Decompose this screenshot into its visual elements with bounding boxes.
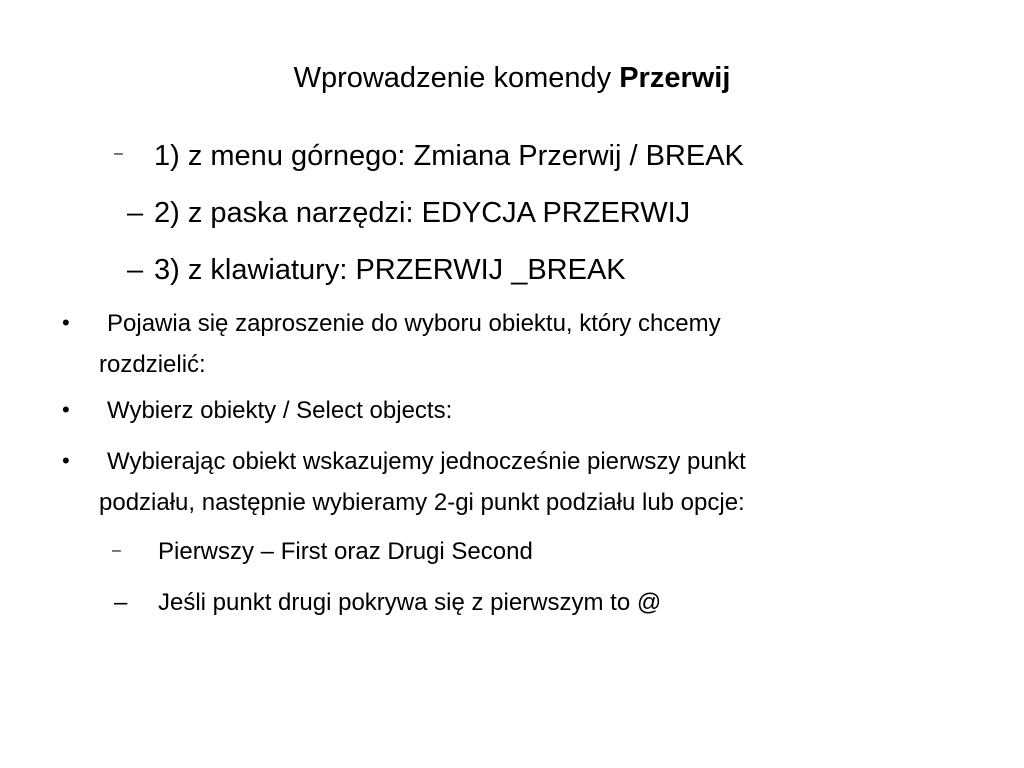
dash-marker: – xyxy=(114,589,128,616)
bullet-marker: • xyxy=(62,448,70,473)
list-item-text: 2) z paska narzędzi: EDYCJA PRZERWIJ xyxy=(154,197,691,229)
bullet-text-line2: podziału, następnie wybieramy 2-gi punkt podziału lub opcje: xyxy=(99,489,745,516)
dash-marker: – xyxy=(114,145,123,162)
bullet-marker: • xyxy=(62,397,70,422)
title-prefix: Wprowadzenie komendy xyxy=(293,62,620,94)
bullet-text-line1: Wybierając obiekt wskazujemy jednocześnie pierwszy punkt xyxy=(107,448,746,475)
bullet-text-line1: Wybierz obiekty / Select objects: xyxy=(107,397,453,424)
bullet-text-line1: Pojawia się zaproszenie do wyboru obiektu, który chcemy xyxy=(107,310,721,337)
slide-title xyxy=(0,58,1024,98)
sub-list-item-text: Jeśli punkt drugi pokrywa się z pierwszym to @ xyxy=(158,589,662,616)
dash-marker: – xyxy=(127,254,144,286)
sub-list-item-text: Pierwszy – First oraz Drugi Second xyxy=(158,538,533,565)
title-bold: Przerwij xyxy=(619,62,731,94)
list-item-text: 3) z klawiatury: PRZERWIJ _BREAK xyxy=(154,254,626,286)
list-item-text: 1) z menu górnego: Zmiana Przerwij / BREAK xyxy=(154,140,744,172)
dash-marker: – xyxy=(112,542,121,559)
bullet-marker: • xyxy=(62,310,70,335)
bullet-text-line2: rozdzielić: xyxy=(99,351,206,378)
dash-marker: – xyxy=(127,197,144,229)
